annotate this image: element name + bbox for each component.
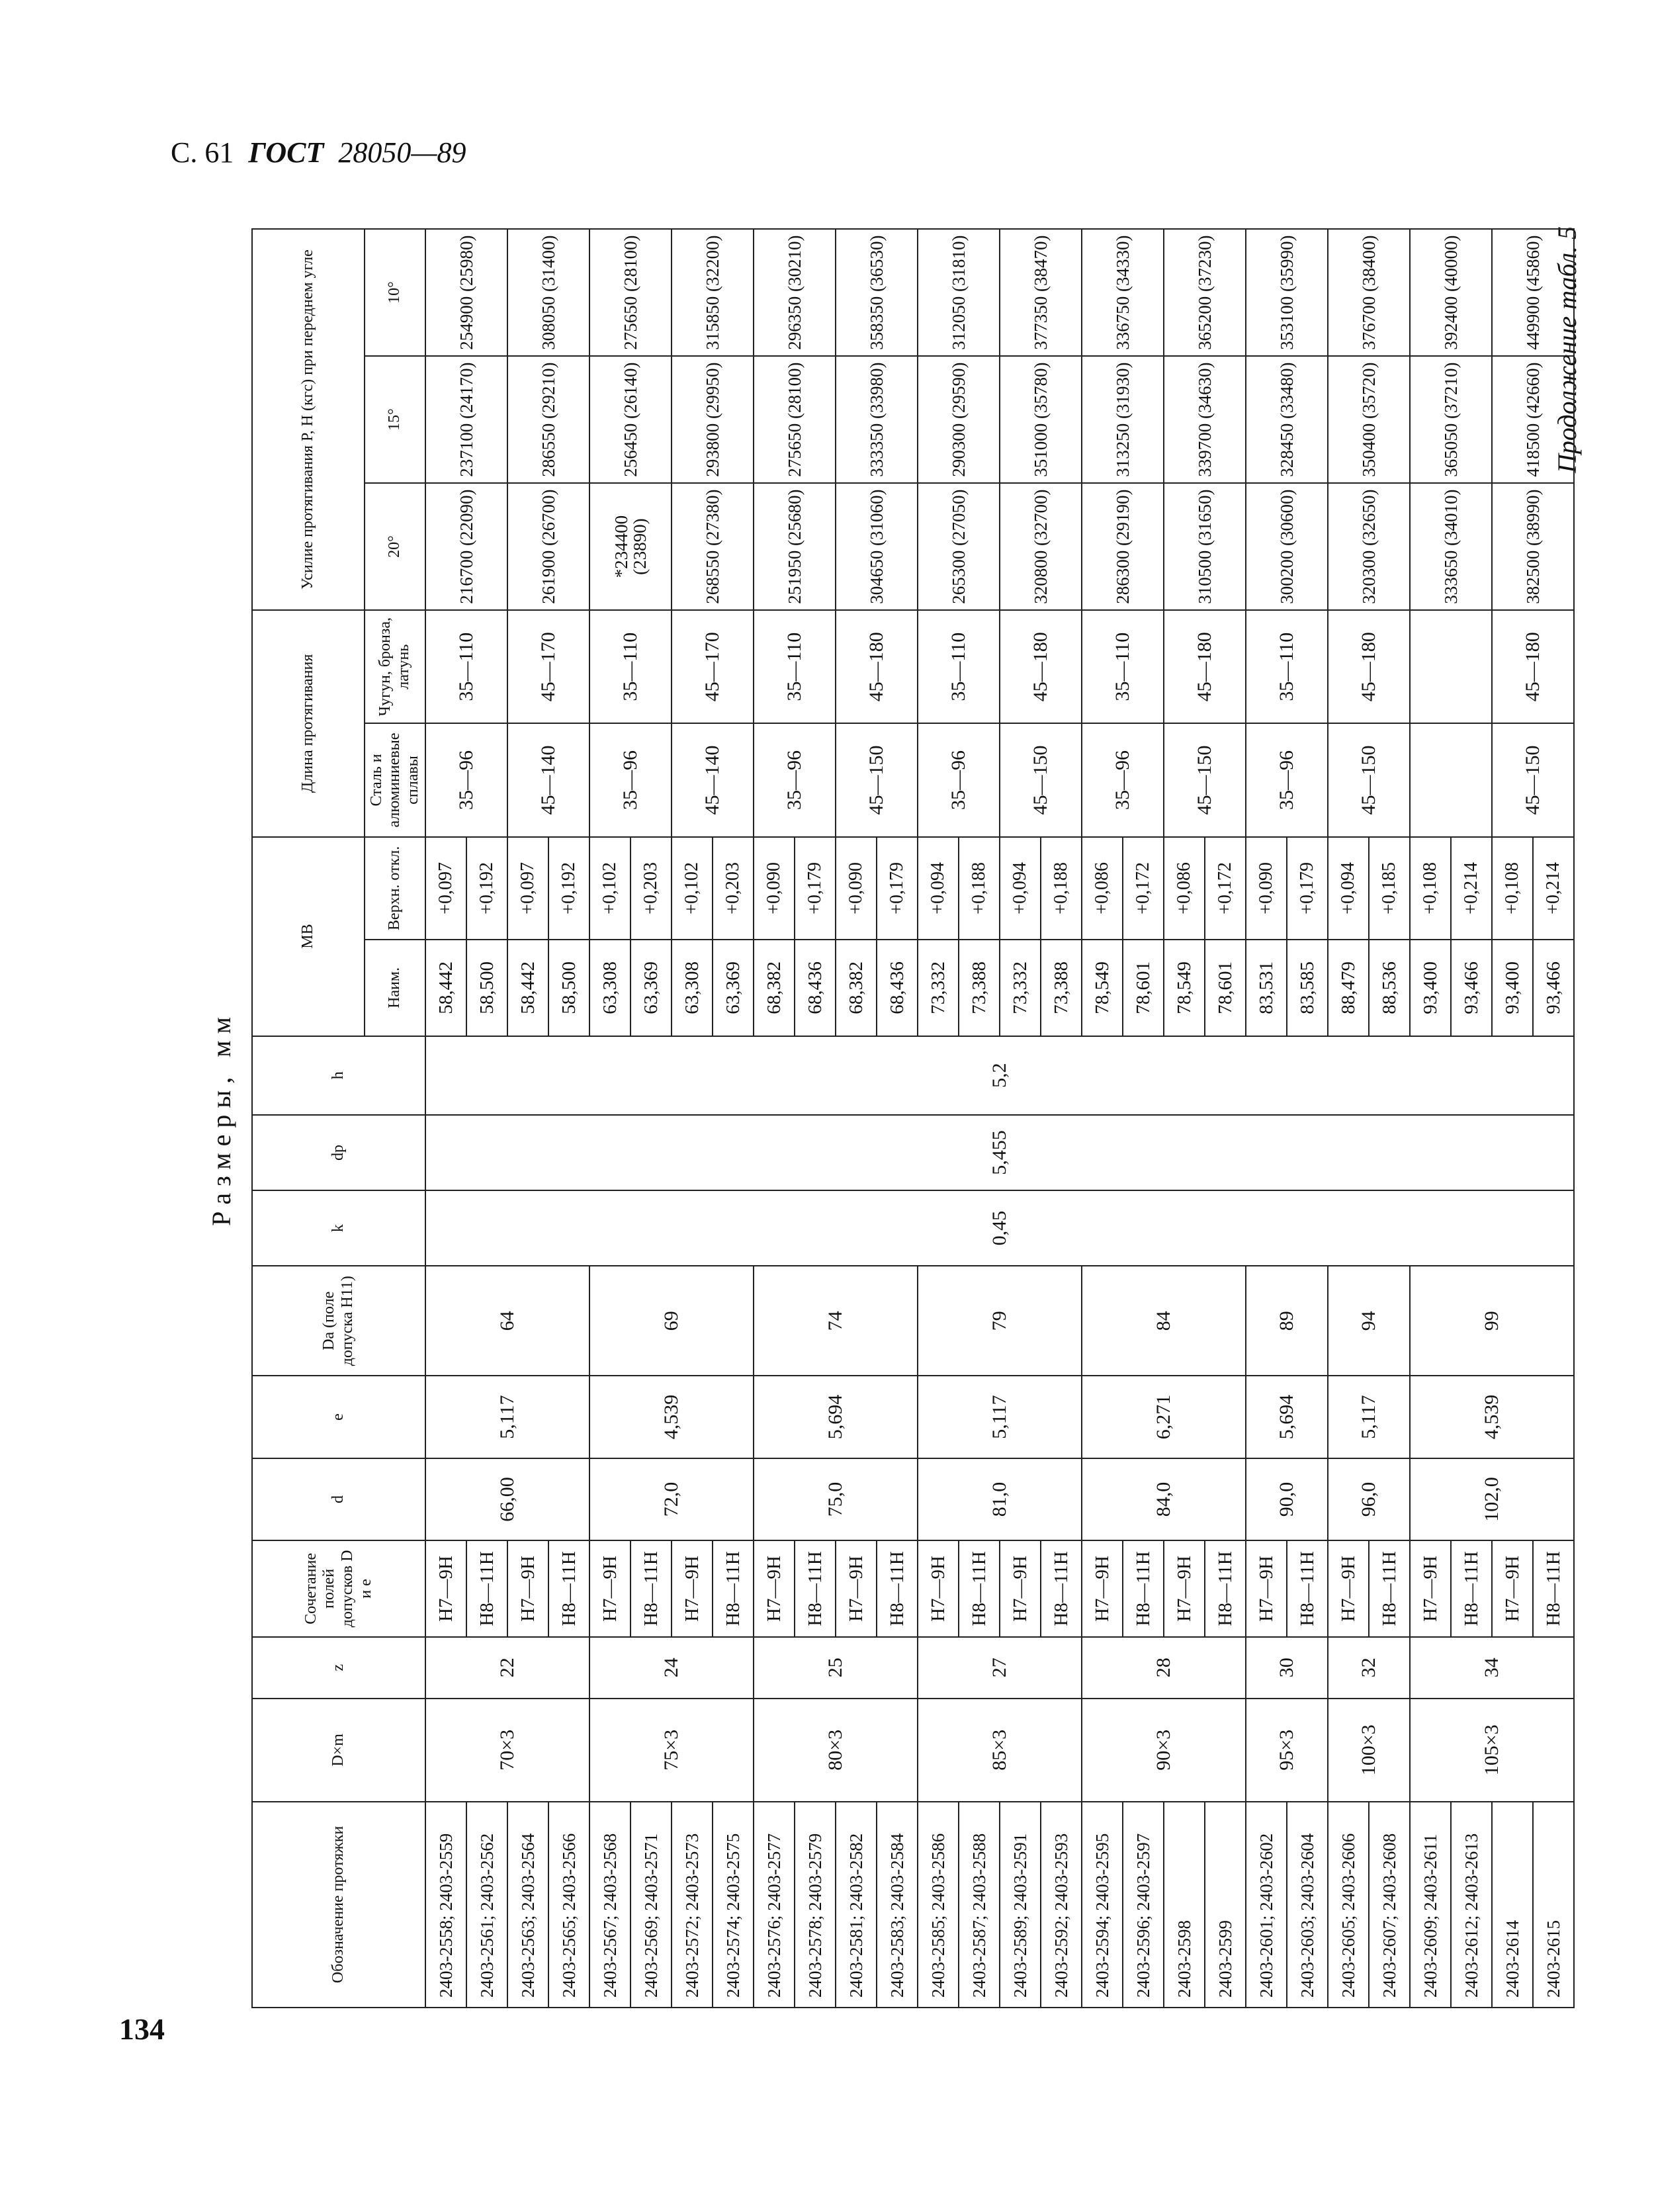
fit-cell: H8—11H: [1041, 1540, 1082, 1636]
force20-cell: 286300 (29190): [1082, 483, 1164, 610]
da-cell: 84: [1082, 1266, 1246, 1376]
length-iron-cell: 45—180: [1164, 610, 1246, 723]
col-dp: dp: [252, 1115, 425, 1190]
col-z: z: [252, 1637, 425, 1699]
e-cell: 5,117: [918, 1376, 1082, 1458]
mb-nom-cell: 63,369: [713, 940, 754, 1036]
col-length: Длина протягивания: [252, 610, 365, 836]
col-k: k: [252, 1190, 425, 1266]
da-cell: 74: [754, 1266, 918, 1376]
e-cell: 6,271: [1082, 1376, 1246, 1458]
mb-dev-cell: +0,203: [713, 837, 754, 940]
force15-cell: 365050 (37210): [1410, 356, 1492, 483]
force15-cell: 256450 (26140): [589, 356, 672, 483]
fit-cell: H7—9H: [1000, 1540, 1041, 1636]
mb-dev-cell: +0,172: [1205, 837, 1246, 940]
mb-nom-cell: 73,332: [918, 940, 959, 1036]
length-iron-cell: 45—170: [507, 610, 589, 723]
mb-nom-cell: 63,369: [631, 940, 672, 1036]
e-cell: 5,694: [1246, 1376, 1328, 1458]
force10-cell: 312050 (31810): [918, 229, 1000, 356]
length-steel-cell: [1410, 723, 1492, 836]
designation-cell: 2403-2572; 2403-2573: [672, 1802, 713, 2008]
mb-dev-cell: +0,090: [836, 837, 877, 940]
designation-cell: 2403-2589; 2403-2591: [1000, 1802, 1041, 2008]
designation-cell: 2403-2578; 2403-2579: [795, 1802, 836, 2008]
mb-dev-cell: +0,086: [1082, 837, 1123, 940]
force15-cell: 333350 (33980): [836, 356, 918, 483]
mb-nom-cell: 68,436: [877, 940, 918, 1036]
force15-cell: 290300 (29590): [918, 356, 1000, 483]
length-steel-cell: 45—150: [836, 723, 918, 836]
fit-cell: H7—9H: [1410, 1540, 1451, 1636]
fit-cell: H8—11H: [548, 1540, 589, 1636]
length-steel-cell: 45—150: [1000, 723, 1082, 836]
e-cell: 4,539: [589, 1376, 754, 1458]
mb-nom-cell: 93,466: [1533, 940, 1574, 1036]
d-cell: 102,0: [1410, 1458, 1574, 1541]
d-cell: 90,0: [1246, 1458, 1328, 1541]
length-steel-cell: 35—96: [425, 723, 507, 836]
dxm-cell: 105×3: [1410, 1699, 1574, 1802]
force10-cell: 308050 (31400): [507, 229, 589, 356]
force10-cell: 376700 (38400): [1328, 229, 1410, 356]
da-cell: 94: [1328, 1266, 1410, 1376]
z-cell: 34: [1410, 1637, 1574, 1699]
z-cell: 32: [1328, 1637, 1410, 1699]
mb-nom-cell: 83,531: [1246, 940, 1287, 1036]
fit-cell: H7—9H: [1164, 1540, 1205, 1636]
designation-cell: 2403-2576; 2403-2577: [754, 1802, 795, 2008]
e-cell: 5,694: [754, 1376, 918, 1458]
designation-cell: 2403-2587; 2403-2588: [959, 1802, 1000, 2008]
designation-cell: 2403-2581; 2403-2582: [836, 1802, 877, 2008]
designation-cell: 2403-2599: [1205, 1802, 1246, 2008]
fit-cell: H7—9H: [507, 1540, 548, 1636]
col-da: Da (поле допуска H11): [252, 1266, 425, 1376]
mb-nom-cell: 93,400: [1492, 940, 1533, 1036]
fit-cell: H7—9H: [836, 1540, 877, 1636]
mb-dev-cell: +0,090: [754, 837, 795, 940]
designation-cell: 2403-2583; 2403-2584: [877, 1802, 918, 2008]
col-h: h: [252, 1036, 425, 1115]
designation-cell: 2403-2615: [1533, 1802, 1574, 2008]
length-iron-cell: 35—110: [918, 610, 1000, 723]
z-cell: 25: [754, 1637, 918, 1699]
e-cell: 5,117: [425, 1376, 589, 1458]
mb-dev-cell: +0,214: [1533, 837, 1574, 940]
col-force: Усилие протягивания P, Н (кгс) при переднем угле: [252, 229, 365, 610]
col-fits: Сочетание полей допусков D и e: [252, 1540, 425, 1636]
da-cell: 64: [425, 1266, 589, 1376]
length-iron-cell: 45—180: [836, 610, 918, 723]
length-iron-cell: 45—180: [1328, 610, 1410, 723]
force20-cell: 333650 (34010): [1410, 483, 1492, 610]
mb-dev-cell: +0,108: [1492, 837, 1533, 940]
length-steel-cell: 45—140: [672, 723, 754, 836]
standard-number: 28050—89: [338, 136, 466, 169]
mb-dev-cell: +0,179: [795, 837, 836, 940]
d-cell: 84,0: [1082, 1458, 1246, 1541]
fit-cell: H7—9H: [918, 1540, 959, 1636]
mb-nom-cell: 73,388: [959, 940, 1000, 1036]
designation-cell: 2403-2592; 2403-2593: [1041, 1802, 1082, 2008]
force10-cell: 392400 (40000): [1410, 229, 1492, 356]
force15-cell: 275650 (28100): [754, 356, 836, 483]
fit-cell: H7—9H: [1328, 1540, 1369, 1636]
col-length-iron: Чугун, бронза, латунь: [365, 610, 425, 723]
designation-cell: 2403-2605; 2403-2606: [1328, 1802, 1369, 2008]
dxm-cell: 75×3: [589, 1699, 754, 1802]
mb-nom-cell: 73,388: [1041, 940, 1082, 1036]
mb-nom-cell: 68,436: [795, 940, 836, 1036]
designation-cell: 2403-2565; 2403-2566: [548, 1802, 589, 2008]
fit-cell: H8—11H: [713, 1540, 754, 1636]
length-steel-cell: 35—96: [589, 723, 672, 836]
force10-cell: 296350 (30210): [754, 229, 836, 356]
length-steel-cell: 45—150: [1492, 723, 1574, 836]
designation-cell: 2403-2609; 2403-2611: [1410, 1802, 1451, 2008]
designation-cell: 2403-2594; 2403-2595: [1082, 1802, 1123, 2008]
h-cell: 5,2: [425, 1036, 1574, 1115]
mb-nom-cell: 58,442: [507, 940, 548, 1036]
force20-cell: 216700 (22090): [425, 483, 507, 610]
force20-cell: 268550 (27380): [672, 483, 754, 610]
length-iron-cell: 35—110: [425, 610, 507, 723]
fit-cell: H7—9H: [425, 1540, 466, 1636]
force10-cell: 449900 (45860): [1492, 229, 1574, 356]
mb-nom-cell: 93,466: [1451, 940, 1492, 1036]
z-cell: 28: [1082, 1637, 1246, 1699]
length-iron-cell: 45—180: [1000, 610, 1082, 723]
mb-nom-cell: 63,308: [589, 940, 631, 1036]
z-cell: 27: [918, 1637, 1082, 1699]
length-iron-cell: 35—110: [589, 610, 672, 723]
col-mb-dev: Верхн. откл.: [365, 837, 425, 940]
length-iron-cell: 45—180: [1492, 610, 1574, 723]
col-angle10: 10°: [365, 229, 425, 356]
fit-cell: H7—9H: [1082, 1540, 1123, 1636]
force20-cell: 382500 (38990): [1492, 483, 1574, 610]
mb-nom-cell: 58,500: [548, 940, 589, 1036]
designation-cell: 2403-2601; 2403-2602: [1246, 1802, 1287, 2008]
fit-cell: H8—11H: [631, 1540, 672, 1636]
length-iron-cell: 35—110: [1082, 610, 1164, 723]
mb-dev-cell: +0,192: [548, 837, 589, 940]
designation-cell: 2403-2569; 2403-2571: [631, 1802, 672, 2008]
designation-cell: 2403-2561; 2403-2562: [466, 1802, 507, 2008]
designation-cell: 2403-2598: [1164, 1802, 1205, 2008]
force20-cell: 251950 (25680): [754, 483, 836, 610]
mb-dev-cell: +0,094: [1328, 837, 1369, 940]
mb-nom-cell: 83,585: [1287, 940, 1328, 1036]
da-cell: 69: [589, 1266, 754, 1376]
force10-cell: 358350 (36530): [836, 229, 918, 356]
force10-cell: 254900 (25980): [425, 229, 507, 356]
force15-cell: 293800 (29950): [672, 356, 754, 483]
force20-cell: 320300 (32650): [1328, 483, 1410, 610]
mb-nom-cell: 78,549: [1164, 940, 1205, 1036]
mb-dev-cell: +0,097: [507, 837, 548, 940]
e-cell: 4,539: [1410, 1376, 1574, 1458]
mb-nom-cell: 73,332: [1000, 940, 1041, 1036]
fit-cell: H8—11H: [1369, 1540, 1410, 1636]
z-cell: 22: [425, 1637, 589, 1699]
force10-cell: 377350 (38470): [1000, 229, 1082, 356]
d-cell: 96,0: [1328, 1458, 1410, 1541]
d-cell: 81,0: [918, 1458, 1082, 1541]
fit-cell: H8—11H: [1123, 1540, 1164, 1636]
mb-nom-cell: 78,549: [1082, 940, 1123, 1036]
d-cell: 66,00: [425, 1458, 589, 1541]
designation-cell: 2403-2614: [1492, 1802, 1533, 2008]
force15-cell: 237100 (24170): [425, 356, 507, 483]
page-header: [171, 136, 466, 169]
dxm-cell: 95×3: [1246, 1699, 1328, 1802]
force20-cell: 265300 (27050): [918, 483, 1000, 610]
col-e: e: [252, 1376, 425, 1458]
force20-cell: *234400 (23890): [589, 483, 672, 610]
mb-nom-cell: 88,479: [1328, 940, 1369, 1036]
force20-cell: 320800 (32700): [1000, 483, 1082, 610]
mb-nom-cell: 93,400: [1410, 940, 1451, 1036]
d-cell: 72,0: [589, 1458, 754, 1541]
length-steel-cell: 45—150: [1328, 723, 1410, 836]
force10-cell: 336750 (34330): [1082, 229, 1164, 356]
col-length-steel: Сталь и алюминиевые сплавы: [365, 723, 425, 836]
length-iron-cell: 35—110: [754, 610, 836, 723]
mb-nom-cell: 78,601: [1205, 940, 1246, 1036]
mb-dev-cell: +0,108: [1410, 837, 1451, 940]
mb-dev-cell: +0,172: [1123, 837, 1164, 940]
mb-nom-cell: 88,536: [1369, 940, 1410, 1036]
fit-cell: H7—9H: [672, 1540, 713, 1636]
col-dxm: D×m: [252, 1699, 425, 1802]
force15-cell: 351000 (35780): [1000, 356, 1082, 483]
da-cell: 89: [1246, 1266, 1328, 1376]
designation-cell: 2403-2558; 2403-2559: [425, 1802, 466, 2008]
dxm-cell: 80×3: [754, 1699, 918, 1802]
force15-cell: 313250 (31930): [1082, 356, 1164, 483]
force10-cell: 365200 (37230): [1164, 229, 1246, 356]
k-cell: 0,45: [425, 1190, 1574, 1266]
mb-nom-cell: 58,500: [466, 940, 507, 1036]
length-steel-cell: 35—96: [1246, 723, 1328, 836]
force20-cell: 300200 (30600): [1246, 483, 1328, 610]
fit-cell: H8—11H: [1205, 1540, 1246, 1636]
table-row: [425, 229, 466, 2008]
length-steel-cell: 35—96: [1082, 723, 1164, 836]
mb-nom-cell: 68,382: [754, 940, 795, 1036]
force20-cell: 310500 (31650): [1164, 483, 1246, 610]
designation-cell: 2403-2585; 2403-2586: [918, 1802, 959, 2008]
fit-cell: H7—9H: [754, 1540, 795, 1636]
mb-dev-cell: +0,188: [959, 837, 1000, 940]
length-iron-cell: 35—110: [1246, 610, 1328, 723]
force15-cell: 328450 (33480): [1246, 356, 1328, 483]
force10-cell: 315850 (32200): [672, 229, 754, 356]
force15-cell: 350400 (35720): [1328, 356, 1410, 483]
fit-cell: H8—11H: [466, 1540, 507, 1636]
mb-dev-cell: +0,203: [631, 837, 672, 940]
mb-nom-cell: 58,442: [425, 940, 466, 1036]
mb-dev-cell: +0,102: [672, 837, 713, 940]
fit-cell: H8—11H: [1451, 1540, 1492, 1636]
dxm-cell: 90×3: [1082, 1699, 1246, 1802]
col-designation: Обозначение протяжки: [252, 1802, 425, 2008]
mb-dev-cell: +0,094: [918, 837, 959, 940]
col-mb: MB: [252, 837, 365, 1036]
z-cell: 30: [1246, 1637, 1328, 1699]
d-cell: 75,0: [754, 1458, 918, 1541]
fit-cell: H8—11H: [1533, 1540, 1574, 1636]
da-cell: 99: [1410, 1266, 1574, 1376]
fit-cell: H8—11H: [1287, 1540, 1328, 1636]
mb-dev-cell: +0,185: [1369, 837, 1410, 940]
table-body: [425, 229, 1574, 2008]
mb-dev-cell: +0,188: [1041, 837, 1082, 940]
fit-cell: H7—9H: [589, 1540, 631, 1636]
designation-cell: 2403-2574; 2403-2575: [713, 1802, 754, 2008]
e-cell: 5,117: [1328, 1376, 1410, 1458]
designation-cell: 2403-2607; 2403-2608: [1369, 1802, 1410, 2008]
fit-cell: H8—11H: [877, 1540, 918, 1636]
designation-cell: 2403-2567; 2403-2568: [589, 1802, 631, 2008]
length-steel-cell: 45—140: [507, 723, 589, 836]
z-cell: 24: [589, 1637, 754, 1699]
designation-cell: 2403-2563; 2403-2564: [507, 1802, 548, 2008]
dp-cell: 5,455: [425, 1115, 1574, 1190]
mb-dev-cell: +0,097: [425, 837, 466, 940]
col-mb-nom: Наим.: [365, 940, 425, 1036]
fit-cell: H7—9H: [1492, 1540, 1533, 1636]
page-label: С. 61: [171, 136, 234, 169]
length-iron-cell: 45—170: [672, 610, 754, 723]
mb-dev-cell: +0,102: [589, 837, 631, 940]
mb-dev-cell: +0,192: [466, 837, 507, 940]
col-angle15: 15°: [365, 356, 425, 483]
force10-cell: 275650 (28100): [589, 229, 672, 356]
mb-dev-cell: +0,179: [877, 837, 918, 940]
standard-label: ГОСТ: [248, 136, 324, 169]
continuation-label: Продолжение табл. 5: [1552, 226, 1582, 473]
mb-nom-cell: 68,382: [836, 940, 877, 1036]
force20-cell: 304650 (31060): [836, 483, 918, 610]
length-iron-cell: [1410, 610, 1492, 723]
force10-cell: 353100 (35990): [1246, 229, 1328, 356]
rotated-table-area: [198, 228, 1564, 2008]
mb-dev-cell: +0,086: [1164, 837, 1205, 940]
mb-dev-cell: +0,179: [1287, 837, 1328, 940]
page-number: 134: [119, 2012, 165, 2046]
mb-dev-cell: +0,090: [1246, 837, 1287, 940]
mb-dev-cell: +0,094: [1000, 837, 1041, 940]
force15-cell: 418500 (42660): [1492, 356, 1574, 483]
fit-cell: H8—11H: [795, 1540, 836, 1636]
fit-cell: H8—11H: [959, 1540, 1000, 1636]
length-steel-cell: 35—96: [918, 723, 1000, 836]
dxm-cell: 70×3: [425, 1699, 589, 1802]
da-cell: 79: [918, 1266, 1082, 1376]
length-steel-cell: 45—150: [1164, 723, 1246, 836]
length-steel-cell: 35—96: [754, 723, 836, 836]
force20-cell: 261900 (26700): [507, 483, 589, 610]
force15-cell: 339700 (34630): [1164, 356, 1246, 483]
force15-cell: 286550 (29210): [507, 356, 589, 483]
mb-nom-cell: 63,308: [672, 940, 713, 1036]
col-angle20: 20°: [365, 483, 425, 610]
fit-cell: H7—9H: [1246, 1540, 1287, 1636]
mb-dev-cell: +0,214: [1451, 837, 1492, 940]
designation-cell: 2403-2603; 2403-2604: [1287, 1802, 1328, 2008]
designation-cell: 2403-2612; 2403-2613: [1451, 1802, 1492, 2008]
designation-cell: 2403-2596; 2403-2597: [1123, 1802, 1164, 2008]
data-table: [251, 228, 1575, 2008]
col-d: d: [252, 1458, 425, 1541]
dxm-cell: 100×3: [1328, 1699, 1410, 1802]
mb-nom-cell: 78,601: [1123, 940, 1164, 1036]
table-caption: Размеры, мм: [206, 1010, 236, 1226]
dxm-cell: 85×3: [918, 1699, 1082, 1802]
